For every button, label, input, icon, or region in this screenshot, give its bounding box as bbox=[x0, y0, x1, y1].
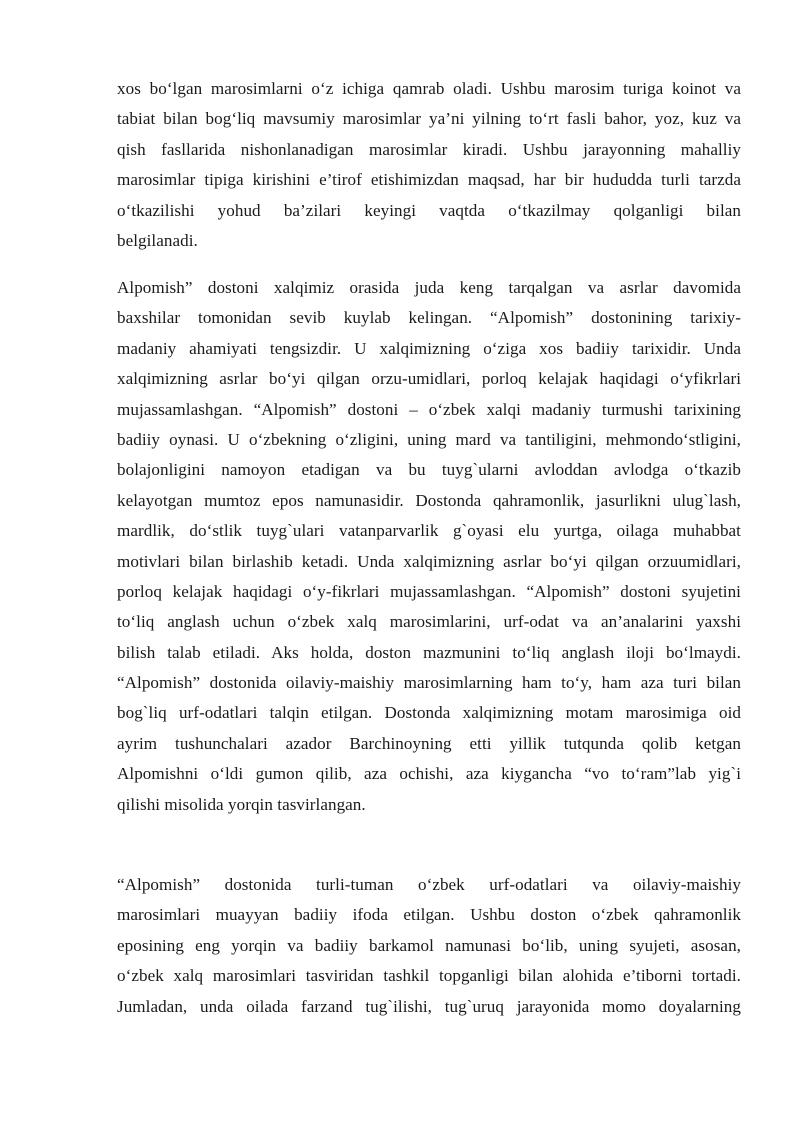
text-line: bolajonligini namoyon etadigan va bu tuyg`ularni avloddan avlodga o‘tkazib bbox=[117, 460, 741, 480]
text-line: mardlik, do‘stlik tuyg`ulari vatanparvarlik g`oyasi elu yurtga, oilaga muhabbat bbox=[117, 521, 741, 541]
text-line: madaniy ahamiyati tengsizdir. U xalqimizning o‘ziga xos badiiy tarixidir. Unda bbox=[117, 338, 741, 358]
text-line: bog`liq urf-odatlari talqin etilgan. Dostonda xalqimizning motam marosimiga oid bbox=[117, 703, 741, 723]
text-line: qilishi misolida yorqin tasvirlangan. bbox=[117, 794, 366, 814]
text-line: porloq kelajak haqidagi o‘y-fikrlari mujassamlashgan. “Alpomish” dostoni syujetini bbox=[117, 581, 741, 601]
text-line: bilish talab etiladi. Aks holda, doston mazmunini to‘liq anglash iloji bo‘lmaydi. bbox=[117, 642, 741, 662]
text-line: Jumladan, unda oilada farzand tug`ilishi, tug`uruq jarayonida momo doyalarning bbox=[117, 996, 741, 1016]
text-line: o‘tkazilishi yohud ba’zilari keyingi vaqtda o‘tkazilmay qolganligi bilan bbox=[117, 200, 741, 220]
text-line: ayrim tushunchalari azador Barchinoyning etti yillik tutqunda qolib ketgan bbox=[117, 733, 741, 753]
text-line: “Alpomish” dostonida turli-tuman o‘zbek urf-odatlari va oilaviy-maishiy bbox=[117, 875, 741, 894]
text-line: baxshilar tomonidan sevib kuylab kelingan. “Alpomish” dostonining tarixiy- bbox=[117, 308, 741, 328]
text-line: mujassamlashgan. “Alpomish” dostoni – o‘zbek xalqi madaniy turmushi tarixining bbox=[117, 399, 741, 419]
text-line: eposining eng yorqin va badiiy barkamol namunasi bo‘lib, uning syujeti, asosan, bbox=[117, 935, 741, 955]
text-line: to‘liq anglash uchun o‘zbek xalq marosimlarini, urf-odat va an’analarini yaxshi bbox=[117, 612, 741, 632]
text-line: qish fasllarida nishonlanadigan marosimlar kiradi. Ushbu jarayonning mahalliy bbox=[117, 139, 741, 159]
text-line: badiiy oynasi. U o‘zbekning o‘zligini, uning mard va tantiligini, mehmondo‘stligini, bbox=[117, 429, 741, 449]
paragraph-1 bbox=[117, 74, 741, 256]
text-line: marosimlari muayyan badiiy ifoda etilgan. Ushbu doston o‘zbek qahramonlik bbox=[117, 905, 741, 925]
text-line: o‘zbek xalq marosimlari tasviridan tashkil topganligi bilan alohida e’tiborni tortadi. bbox=[117, 966, 741, 986]
paragraph-2 bbox=[117, 273, 741, 820]
text-line: marosimlar tipiga kirishini e’tirof etishimizdan maqsad, har bir hududda turli tarzda bbox=[117, 170, 741, 190]
paragraph-3 bbox=[117, 870, 741, 1022]
text-line: “Alpomish” dostonida oilaviy-maishiy marosimlarning ham to‘y, ham aza turi bilan bbox=[117, 673, 741, 693]
text-line: xos bo‘lgan marosimlarni o‘z ichiga qamrab oladi. Ushbu marosim turiga koinot va bbox=[117, 79, 741, 98]
text-line: tabiat bilan bog‘liq mavsumiy marosimlar ya’ni yilning to‘rt fasli bahor, yoz, kuz va bbox=[117, 109, 741, 129]
text-line: kelayotgan mumtoz epos namunasidir. Dostonda qahramonlik, jasurlikni ulug`lash, bbox=[117, 490, 741, 510]
text-line: motivlari bilan birlashib ketadi. Unda xalqimizning asrlar bo‘yi qilgan orzuumidlari, bbox=[117, 551, 741, 571]
text-line: Alpomishni o‘ldi gumon qilib, aza ochishi, aza kiygancha “vo to‘ram”lab yig`i bbox=[117, 764, 741, 784]
text-line: belgilanadi. bbox=[117, 230, 198, 250]
text-line: xalqimizning asrlar bo‘yi qilgan orzu-umidlari, porloq kelajak haqidagi o‘yfikrlari bbox=[117, 369, 741, 389]
text-line: Alpomish” dostoni xalqimiz orasida juda keng tarqalgan va asrlar davomida bbox=[117, 278, 741, 297]
